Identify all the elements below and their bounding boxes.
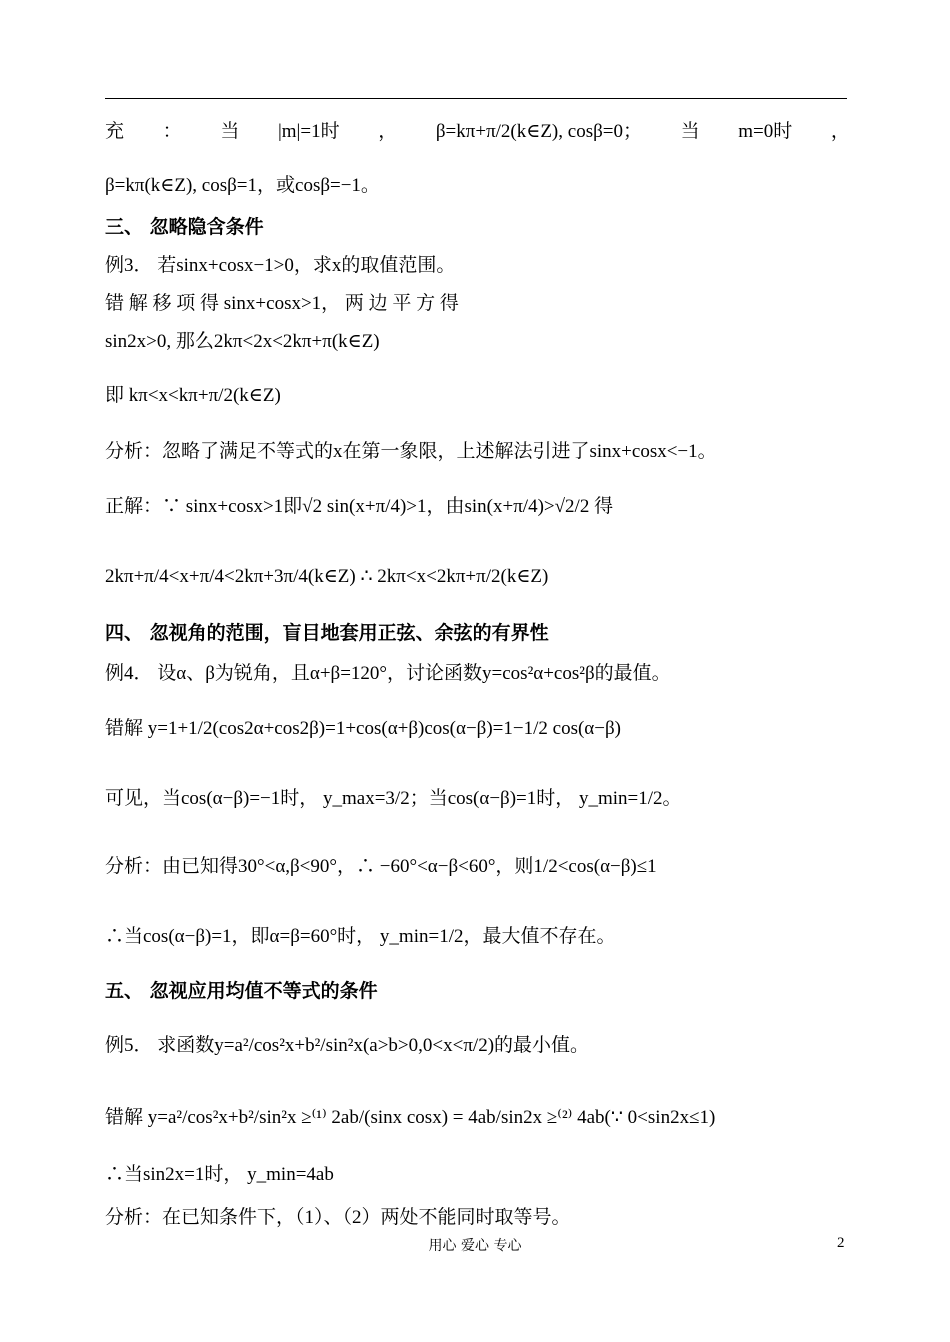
wrong-solution-3: 错 解 移 项 得 sinx+cosx>1， 两 边 平 方 得 — [105, 293, 459, 314]
text-line-7: 即 kπ<x<kπ+π/2(k∈Z) — [105, 385, 281, 406]
wrong-solution-4: 错解 y=1+1/2(cos2α+cos2β)=1+cos(α+β)cos(α−β)=1−1/2 cos(α−β) — [105, 718, 621, 739]
text-line-10: 2kπ+π/4<x+π/4<2kπ+3π/4(k∈Z) ∴ 2kπ<x<2kπ+π/2(k∈Z) — [105, 566, 549, 587]
analysis-4: 分析：由已知得30°<α,β<90°，∴ −60°<α−β<60°，则1/2<cos(α−β)≤1 — [105, 856, 657, 877]
text-line-14: 可见，当cos(α−β)=−1时， y_max=3/2；当cos(α−β)=1时， y_min=1/2。 — [105, 788, 682, 809]
analysis-5: 分析：在已知条件下，（1）、（2）两处不能同时取等号。 — [105, 1207, 571, 1228]
example-4-title: 例4． 设α、β为锐角，且α+β=120°，讨论函数y=cos²α+cos²β的最值。 — [105, 663, 671, 684]
example-5-title: 例5． 求函数y=a²/cos²x+b²/sin²x(a>b>0,0<x<π/2)的最小值。 — [105, 1035, 590, 1056]
section-heading-5: 五、 忽视应用均值不等式的条件 — [105, 980, 378, 1002]
correct-solution-3: 正解：∵ sinx+cosx>1即√2 sin(x+π/4)>1，由sin(x+π/4)>√2/2 得 — [105, 496, 614, 517]
text-line-16: ∴当cos(α−β)=1，即α=β=60°时， y_min=1/2，最大值不存在。 — [105, 926, 616, 947]
page-number: 2 — [837, 1235, 845, 1251]
section-heading-3: 三、 忽略隐含条件 — [105, 216, 264, 238]
example-3-title: 例3． 若sinx+cosx−1>0，求x的取值范围。 — [105, 255, 456, 276]
section-heading-4: 四、 忽视角的范围，盲目地套用正弦、余弦的有界性 — [105, 622, 549, 644]
text-line-6: sin2x>0, 那么2kπ<2x<2kπ+π(k∈Z) — [105, 331, 380, 352]
wrong-solution-5: 错解 y=a²/cos²x+b²/sin²x ≥⁽¹⁾ 2ab/(sinx cosx) = 4ab/sin2x ≥⁽²⁾ 4ab(∵ 0<sin2x≤1) — [105, 1107, 716, 1128]
text-line-20: ∴当sin2x=1时， y_min=4ab — [105, 1164, 334, 1185]
page-footer: 用心 爱心 专心 — [428, 1238, 522, 1254]
header-rule — [105, 98, 847, 99]
text-line-2: β=kπ(k∈Z), cosβ=1，或cosβ=−1。 — [105, 175, 380, 196]
text-line-1: 充 ： 当 |m|=1时 ， β=kπ+π/2(k∈Z), cosβ=0； 当 m=0时 ， — [105, 121, 850, 142]
analysis-3: 分析：忽略了满足不等式的x在第一象限，上述解法引进了sinx+cosx<−1。 — [105, 441, 717, 462]
